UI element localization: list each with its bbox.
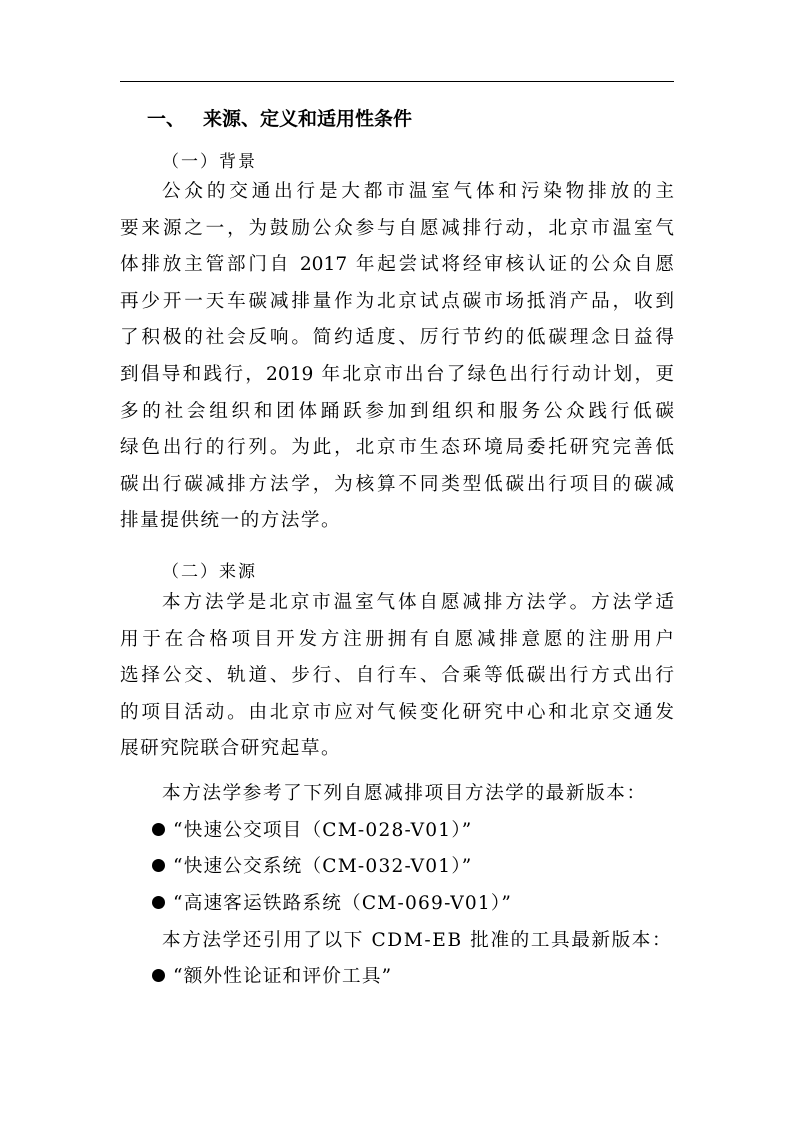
paragraph-line: 到倡导和践行，2019 年北京市出台了绿色出行行动计划，更 xyxy=(120,363,674,385)
reference-item xyxy=(152,852,473,878)
bullet-icon xyxy=(152,859,165,872)
paragraph-line: 绿色出行的行列。为此，北京市生态环境局委托研究完善低 xyxy=(120,437,674,459)
subsection-background-heading: （一）背景 xyxy=(162,152,257,172)
reference-text: “高速客运铁路系统（CM-069-V01）” xyxy=(173,893,513,914)
paragraph-line: 要来源之一，为鼓励公众参与自愿减排行动，北京市温室气 xyxy=(120,217,674,239)
tools-intro: 本方法学还引用了以下 CDM-EB 批准的工具最新版本： xyxy=(162,930,673,951)
bullet-icon xyxy=(152,969,165,982)
subsection-source-heading: （二）来源 xyxy=(162,562,257,582)
tool-item xyxy=(152,962,392,988)
paragraph-line: 再少开一天车碳减排量作为北京试点碳市场抵消产品，收到 xyxy=(120,290,674,312)
paragraph-line: 选择公交、轨道、步行、自行车、合乘等低碳出行方式出行 xyxy=(120,665,674,687)
paragraph-line: 公众的交通出行是大都市温室气体和污染物排放的主 xyxy=(162,181,674,202)
header-rule xyxy=(120,81,674,82)
reference-text: “快速公交系统（CM-032-V01）” xyxy=(173,856,473,877)
bullet-icon xyxy=(152,896,165,909)
paragraph-line: 展研究院联合研究起草。 xyxy=(120,738,342,760)
source-paragraph xyxy=(120,585,674,768)
paragraph-line: 的项目活动。由北京市应对气候变化研究中心和北京交通发 xyxy=(120,701,674,723)
paragraph-line: 本方法学是北京市温室气体自愿减排方法学。方法学适 xyxy=(162,592,674,613)
section-heading xyxy=(147,104,412,131)
paragraph-line: 排量提供统一的方法学。 xyxy=(120,510,342,532)
paragraph-line: 体排放主管部门自 2017 年起尝试将经审核认证的公众自愿 xyxy=(120,254,674,276)
section-title: 来源、定义和适用性条件 xyxy=(203,108,413,130)
tool-text: “额外性论证和评价工具” xyxy=(173,966,393,987)
paragraph-line: 了积极的社会反响。简约适度、厉行节约的低碳理念日益得 xyxy=(120,327,674,349)
section-number: 一、 xyxy=(147,108,186,130)
reference-item xyxy=(152,889,512,915)
reference-text: “快速公交项目（CM-028-V01）” xyxy=(173,820,473,841)
background-paragraph xyxy=(120,174,674,540)
reference-item xyxy=(152,816,473,842)
bullet-icon xyxy=(152,823,165,836)
references-intro: 本方法学参考了下列自愿减排项目方法学的最新版本： xyxy=(162,783,647,804)
paragraph-line: 多的社会组织和团体踊跃参加到组织和服务公众践行低碳 xyxy=(120,400,674,422)
paragraph-line: 用于在合格项目开发方注册拥有自愿减排意愿的注册用户 xyxy=(120,628,674,650)
paragraph-line: 碳出行碳减排方法学，为核算不同类型低碳出行项目的碳减 xyxy=(120,473,674,495)
